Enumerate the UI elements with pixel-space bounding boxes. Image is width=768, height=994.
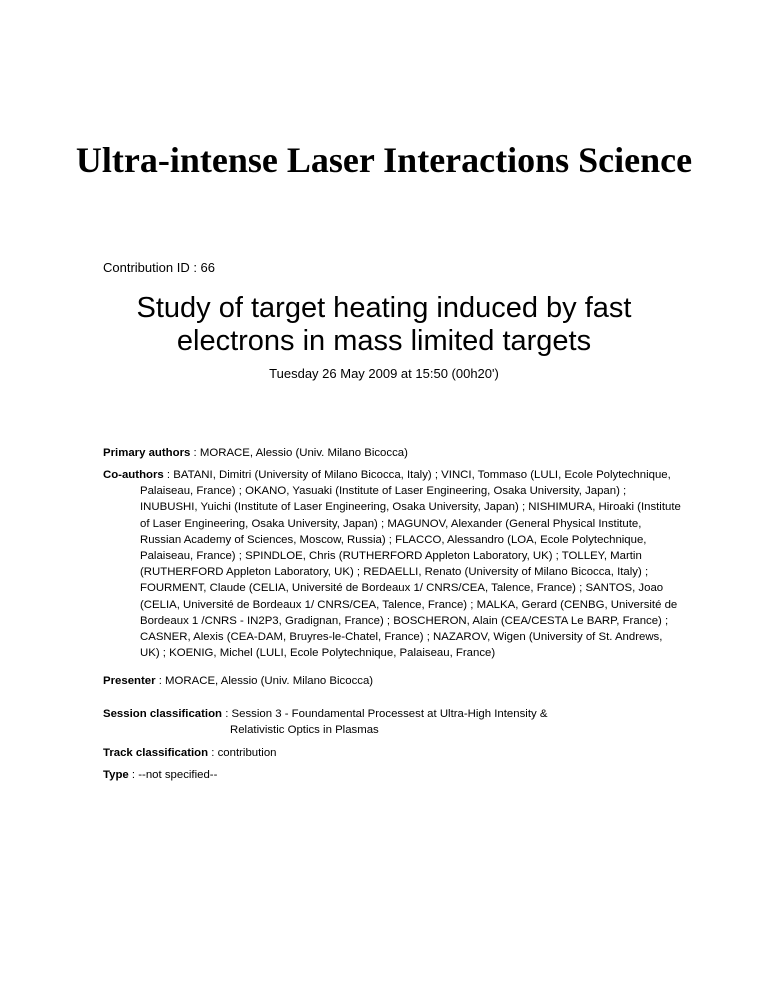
- contribution-title: [0, 292, 768, 358]
- track-classification-value: : contribution: [208, 747, 277, 759]
- conference-title: Ultra-intense Laser Interactions Science: [75, 140, 693, 180]
- type-label: Type: [103, 769, 129, 781]
- co-authors-value: : BATANI, Dimitri (University of Milano Bicocca, Italy) ; VINCI, Tommaso (LULI, Ecole Polytechnique, Palaiseau, France) ; OKANO, Yasuaki (Institute of Laser Engineering, Osaka University, Japan) ; INUBUSHI, Yuichi (Institute of Laser Engineering, Osaka University, Japan) ; NISHIMURA, Hiroaki (Institute of Laser Engineering, Osaka University, Japan) ; MAGUNOV, Alexander (General Physical Institute, Russian Academy of Sciences, Moscow, Russia) ; FLACCO, Alessandro (LOA, Ecole Polytechnique, Palaiseau, France) ; SPINDLOE, Chris (RUTHERFORD Appleton Laboratory, UK) ; TOLLEY, Martin (RUTHERFORD Appleton Laboratory, UK) ; REDAELLI, Renato (University of Milano Bicocca, Italy) ; FOURMENT, Claude (CELIA, Université de Bordeaux 1/ CNRS/CEA, Talence, France) ; SANTOS, Joao (CELIA, Université de Bordeaux 1/ CNRS/CEA, Talence, France) ; MALKA, Gerard (CENBG, Université de Bordeaux 1 /CNRS - IN2P3, Gradignan, France) ; BOSCHERON, Alain (CEA/CESTA Le BARP, France) ; CASNER, Alexis (CEA-DAM, Bruyres-le-Chatel, France) ; NAZAROV, Wigen (University of St. Andrews, UK) ; KOENIG, Michel (LULI, Ecole Polytechnique, Palaiseau, France): [140, 469, 681, 660]
- primary-authors-value: : MORACE, Alessio (Univ. Milano Bicocca): [190, 447, 408, 459]
- primary-authors-label: Primary authors: [103, 447, 191, 459]
- type-value: : --not specified--: [128, 769, 218, 781]
- contribution-title-line2: electrons in mass limited targets: [176, 325, 592, 357]
- session-classification-label: Session classification: [103, 708, 223, 720]
- contribution-title-line1: Study of target heating induced by fast: [136, 292, 632, 324]
- session-classification-value: : Session 3 - Foundamental Processest at Ultra-High Intensity &: [222, 708, 548, 720]
- presenter-value: : MORACE, Alessio (Univ. Milano Bicocca): [155, 675, 374, 687]
- presenter: [103, 673, 683, 689]
- co-authors-block: [103, 467, 683, 661]
- contribution-date: Tuesday 26 May 2009 at 15:50 (00h20'): [269, 366, 499, 381]
- primary-authors: [103, 445, 683, 461]
- co-authors-label: Co-authors: [103, 469, 164, 481]
- track-classification-label: Track classification: [103, 747, 209, 759]
- session-classification: [103, 706, 683, 738]
- session-classification-line1: [103, 706, 683, 722]
- type: [103, 767, 683, 783]
- presenter-label: Presenter: [103, 675, 156, 687]
- co-authors: [103, 467, 683, 661]
- session-classification-line2: Relativistic Optics in Plasmas: [230, 724, 379, 737]
- contribution-id: Contribution ID : 66: [103, 260, 216, 275]
- track-classification: [103, 745, 683, 761]
